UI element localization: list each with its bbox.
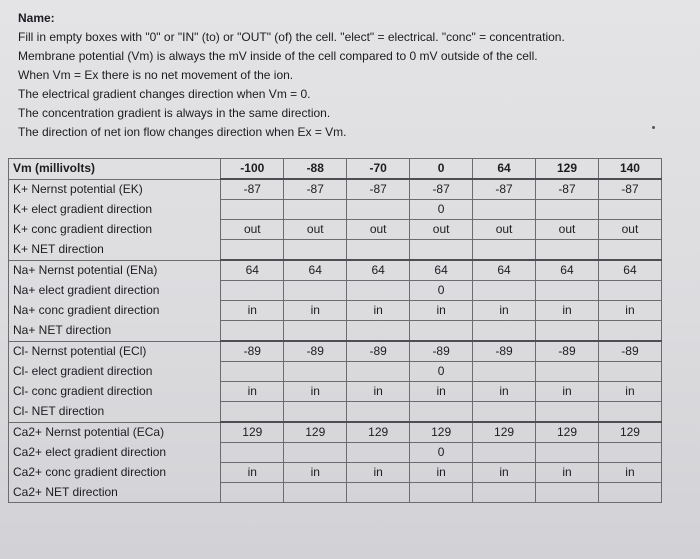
value-cell: 64 <box>473 260 536 281</box>
value-cell: in <box>536 382 599 402</box>
answer-box[interactable] <box>284 240 347 261</box>
row-label: Cl- conc gradient direction <box>9 382 221 402</box>
value-cell: out <box>221 220 284 240</box>
table-row <box>9 179 662 200</box>
value-cell: -87 <box>536 179 599 200</box>
value-cell: -89 <box>284 341 347 362</box>
value-cell: -89 <box>598 341 661 362</box>
value-cell: in <box>221 301 284 321</box>
name-label: Name: <box>18 11 55 25</box>
header-label: Vm (millivolts) <box>9 159 221 180</box>
answer-box[interactable] <box>536 321 599 342</box>
answer-box[interactable] <box>473 321 536 342</box>
value-cell: in <box>284 382 347 402</box>
row-label: Cl- NET direction <box>9 402 221 423</box>
answer-box[interactable] <box>598 402 661 423</box>
vm-value-cell: 129 <box>536 159 599 180</box>
answer-box[interactable] <box>221 240 284 261</box>
value-cell: in <box>410 463 473 483</box>
value-cell: 129 <box>221 422 284 443</box>
answer-box[interactable] <box>284 281 347 301</box>
value-cell: in <box>598 382 661 402</box>
answer-box[interactable] <box>536 402 599 423</box>
answer-box[interactable] <box>284 321 347 342</box>
vm-value-cell: 0 <box>410 159 473 180</box>
answer-box[interactable] <box>598 443 661 463</box>
value-cell: 129 <box>598 422 661 443</box>
value-cell: 129 <box>536 422 599 443</box>
value-cell: out <box>473 220 536 240</box>
value-cell: in <box>410 301 473 321</box>
value-cell: -87 <box>347 179 410 200</box>
instruction-line: Membrane potential (Vm) is always the mV inside of the cell compared to 0 mV outside of the cell. <box>18 49 538 63</box>
row-label: K+ Nernst potential (EK) <box>9 179 221 200</box>
vm-value-cell: 64 <box>473 159 536 180</box>
membrane-potential-table <box>8 158 662 503</box>
value-cell: -89 <box>221 341 284 362</box>
answer-box[interactable] <box>221 443 284 463</box>
instruction-line: The concentration gradient is always in the same direction. <box>18 106 331 120</box>
instructions-block <box>18 9 658 142</box>
value-cell: out <box>284 220 347 240</box>
value-cell: in <box>536 463 599 483</box>
row-label: Cl- elect gradient direction <box>9 362 221 382</box>
answer-box[interactable] <box>598 483 661 503</box>
value-cell: 129 <box>473 422 536 443</box>
answer-box[interactable] <box>221 402 284 423</box>
value-cell: -89 <box>410 341 473 362</box>
table-row <box>9 483 662 503</box>
answer-box[interactable] <box>410 240 473 261</box>
answer-box[interactable] <box>473 362 536 382</box>
row-label: K+ elect gradient direction <box>9 200 221 220</box>
value-cell: in <box>347 463 410 483</box>
answer-box[interactable] <box>473 402 536 423</box>
answer-box[interactable] <box>473 443 536 463</box>
answer-box[interactable] <box>347 402 410 423</box>
value-cell: in <box>598 463 661 483</box>
value-cell: in <box>284 301 347 321</box>
table-row <box>9 362 662 382</box>
table-row <box>9 341 662 362</box>
vm-value-cell: -88 <box>284 159 347 180</box>
answer-box[interactable] <box>347 321 410 342</box>
answer-box[interactable] <box>284 200 347 220</box>
answer-box[interactable] <box>221 321 284 342</box>
table-row <box>9 443 662 463</box>
value-cell: 129 <box>410 422 473 443</box>
value-cell: 0 <box>410 443 473 463</box>
table-row <box>9 301 662 321</box>
value-cell: out <box>536 220 599 240</box>
value-cell: in <box>598 301 661 321</box>
value-cell: 64 <box>221 260 284 281</box>
vm-value-cell: -70 <box>347 159 410 180</box>
table-row <box>9 382 662 402</box>
row-label: Na+ Nernst potential (ENa) <box>9 260 221 281</box>
answer-box[interactable] <box>598 362 661 382</box>
answer-box[interactable] <box>536 362 599 382</box>
answer-box[interactable] <box>410 402 473 423</box>
table-row <box>9 321 662 342</box>
row-label: K+ NET direction <box>9 240 221 261</box>
answer-box[interactable] <box>221 281 284 301</box>
value-cell: in <box>221 463 284 483</box>
table-row <box>9 220 662 240</box>
value-cell: -87 <box>284 179 347 200</box>
value-cell: -87 <box>598 179 661 200</box>
value-cell: 64 <box>410 260 473 281</box>
value-cell: -89 <box>536 341 599 362</box>
answer-box[interactable] <box>221 483 284 503</box>
vm-value-cell: -100 <box>221 159 284 180</box>
table-row <box>9 240 662 261</box>
instruction-line: When Vm = Ex there is no net movement of the ion. <box>18 68 294 82</box>
row-label: Na+ elect gradient direction <box>9 281 221 301</box>
instruction-line: Fill in empty boxes with "0" or "IN" (to) or "OUT" (of) the cell. "elect" = electrical. "conc" = concentration. <box>18 30 565 44</box>
answer-box[interactable] <box>284 483 347 503</box>
table-row <box>9 200 662 220</box>
answer-box[interactable] <box>221 200 284 220</box>
answer-box[interactable] <box>536 281 599 301</box>
value-cell: 129 <box>347 422 410 443</box>
answer-box[interactable] <box>536 240 599 261</box>
answer-box[interactable] <box>473 483 536 503</box>
answer-box[interactable] <box>598 321 661 342</box>
value-cell: 64 <box>347 260 410 281</box>
answer-box[interactable] <box>473 200 536 220</box>
value-cell: in <box>536 301 599 321</box>
answer-box[interactable] <box>598 240 661 261</box>
answer-box[interactable] <box>536 200 599 220</box>
value-cell: -89 <box>473 341 536 362</box>
answer-box[interactable] <box>598 281 661 301</box>
header-row <box>9 159 662 180</box>
value-cell: 0 <box>410 362 473 382</box>
row-label: Cl- Nernst potential (ECl) <box>9 341 221 362</box>
vm-value-cell: 140 <box>598 159 661 180</box>
instruction-line: The electrical gradient changes direction when Vm = 0. <box>18 87 311 101</box>
answer-box[interactable] <box>347 240 410 261</box>
value-cell: -87 <box>410 179 473 200</box>
answer-box[interactable] <box>284 443 347 463</box>
row-label: Na+ conc gradient direction <box>9 301 221 321</box>
value-cell: in <box>473 463 536 483</box>
row-label: Ca2+ Nernst potential (ECa) <box>9 422 221 443</box>
row-label: Ca2+ NET direction <box>9 483 221 503</box>
value-cell: in <box>284 463 347 483</box>
answer-box[interactable] <box>536 443 599 463</box>
table-row <box>9 260 662 281</box>
table-row <box>9 422 662 443</box>
answer-box[interactable] <box>284 402 347 423</box>
answer-box[interactable] <box>347 200 410 220</box>
value-cell: in <box>473 382 536 402</box>
row-label: Ca2+ elect gradient direction <box>9 443 221 463</box>
table-row <box>9 402 662 423</box>
answer-box[interactable] <box>347 483 410 503</box>
value-cell: out <box>410 220 473 240</box>
value-cell: 64 <box>598 260 661 281</box>
answer-box[interactable] <box>410 483 473 503</box>
value-cell: out <box>598 220 661 240</box>
value-cell: 64 <box>536 260 599 281</box>
value-cell: -87 <box>221 179 284 200</box>
answer-box[interactable] <box>221 362 284 382</box>
answer-box[interactable] <box>347 281 410 301</box>
answer-box[interactable] <box>536 483 599 503</box>
instruction-line: The direction of net ion flow changes direction when Ex = Vm. <box>18 125 347 139</box>
value-cell: -87 <box>473 179 536 200</box>
answer-box[interactable] <box>473 240 536 261</box>
answer-box[interactable] <box>347 362 410 382</box>
value-cell: in <box>347 382 410 402</box>
value-cell: 64 <box>284 260 347 281</box>
stray-mark <box>652 126 655 129</box>
value-cell: -89 <box>347 341 410 362</box>
table-row <box>9 281 662 301</box>
answer-box[interactable] <box>284 362 347 382</box>
value-cell: out <box>347 220 410 240</box>
answer-box[interactable] <box>598 200 661 220</box>
table-row <box>9 463 662 483</box>
value-cell: 129 <box>284 422 347 443</box>
row-label: Ca2+ conc gradient direction <box>9 463 221 483</box>
value-cell: in <box>347 301 410 321</box>
value-cell: 0 <box>410 281 473 301</box>
value-cell: 0 <box>410 200 473 220</box>
answer-box[interactable] <box>473 281 536 301</box>
answer-box[interactable] <box>410 321 473 342</box>
row-label: Na+ NET direction <box>9 321 221 342</box>
value-cell: in <box>473 301 536 321</box>
row-label: K+ conc gradient direction <box>9 220 221 240</box>
value-cell: in <box>410 382 473 402</box>
answer-box[interactable] <box>347 443 410 463</box>
value-cell: in <box>221 382 284 402</box>
